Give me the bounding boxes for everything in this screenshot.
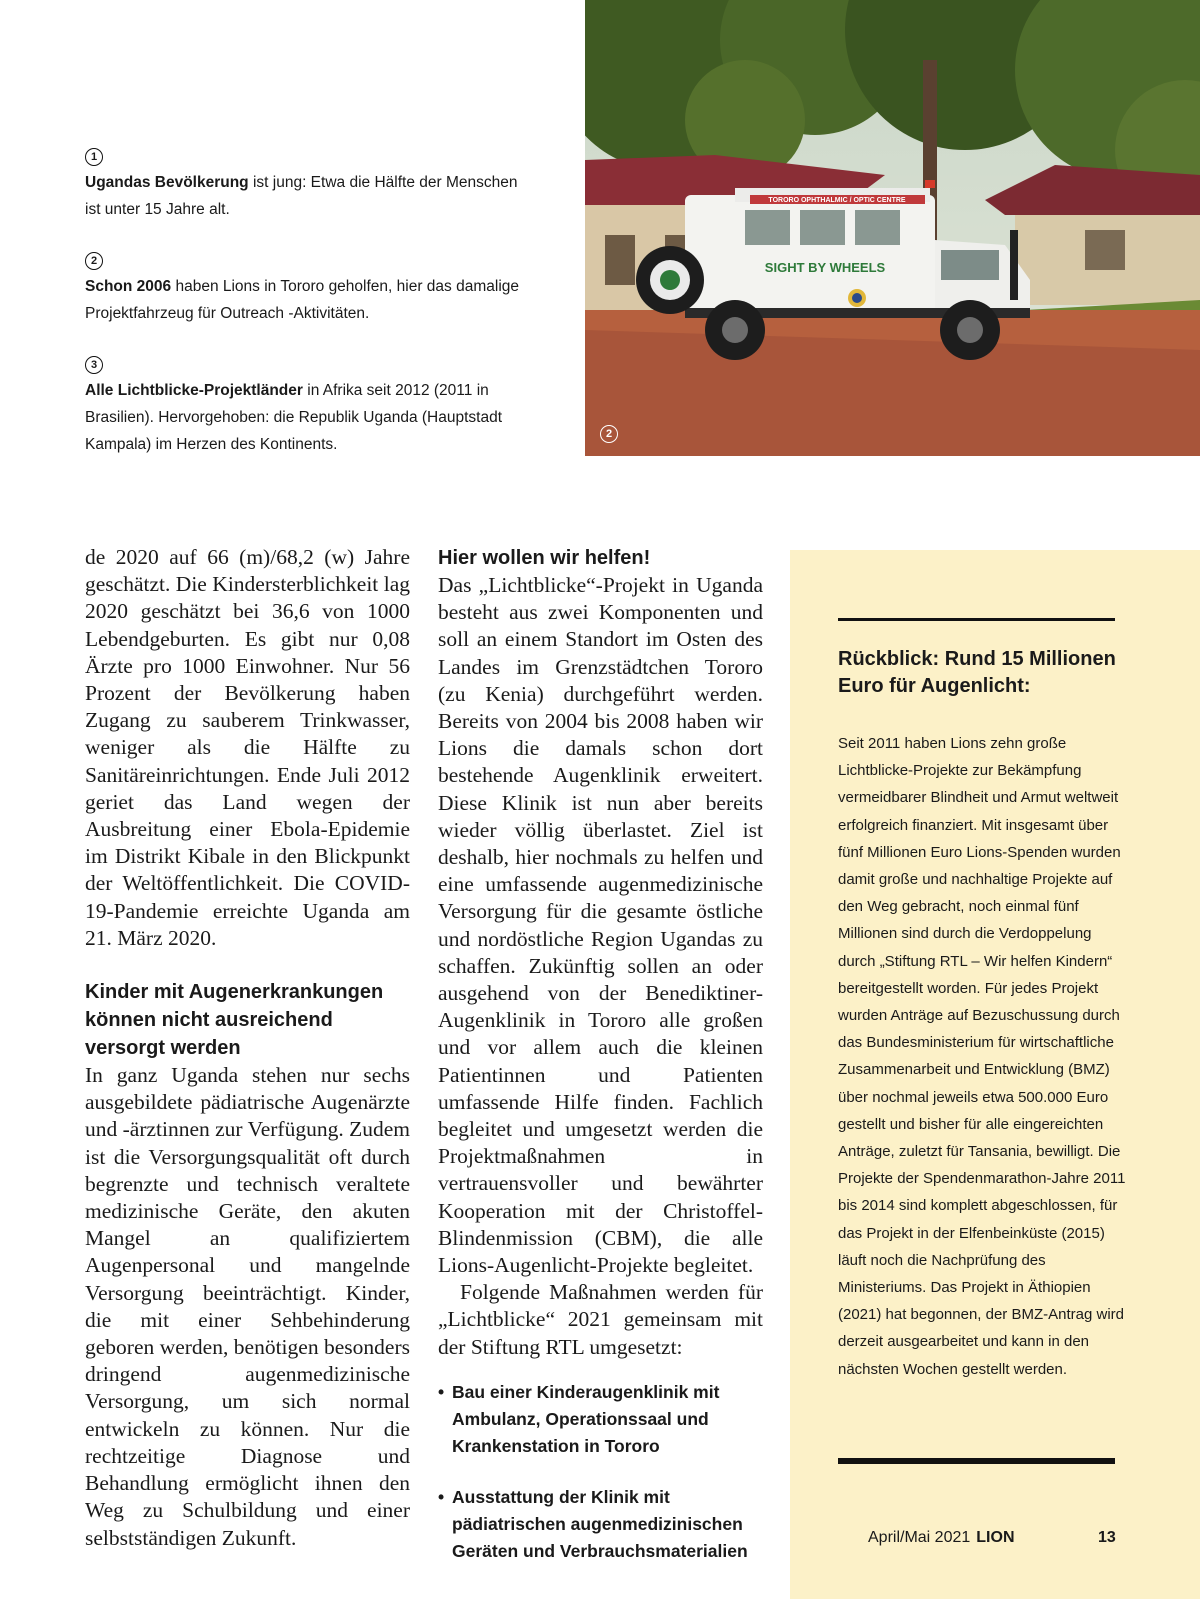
page-number: 13 xyxy=(1098,1529,1116,1546)
caption-bold: Schon 2006 xyxy=(85,278,172,295)
column1-subheading: Kinder mit Augenerkrankungen können nicht ausreichend versorgt werden xyxy=(85,981,384,1060)
sidebar-bottom-rule xyxy=(838,1458,1115,1464)
footer-issue xyxy=(868,1528,1015,1548)
list-item: • Ausstattung der Klinik mit pädiatrischen augenmedizinischen Geräten und Verbrauchsmaterialien xyxy=(438,1484,763,1565)
caption-number: 3 xyxy=(85,356,103,374)
caption-3 xyxy=(85,350,525,458)
caption-1 xyxy=(85,142,525,223)
caption-text: haben Lions in Tororo geholfen, hier das damalige Projektfahrzeug für Outreach -Aktivitäten. xyxy=(85,278,519,322)
photo-illustration xyxy=(585,0,1200,456)
caption-text: in Afrika seit 2012 (2011 in Brasilien). Hervorgehoben: die Republik Uganda (Hauptstadt Kampala) im Herzen des Kontinents. xyxy=(85,382,503,453)
caption-number: 1 xyxy=(85,148,103,166)
photo-number: 2 xyxy=(600,425,618,443)
vehicle-sign: TORORO OPHTHALMIC / OPTIC CENTRE xyxy=(768,197,906,204)
ambulance-photo xyxy=(585,0,1200,456)
column2-paragraph-1: Das „Lichtblicke“-Projekt in Uganda besteht aus zwei Komponenten und soll an einem Standort im Osten des Landes im Grenzstädtchen Tororo (zu Kenia) durchgeführt werden. Bereits von 2004 bis 2008 haben wir Lions die damals schon dort bestehende Augenklinik erweitert. Diese Klinik ist nun aber bereits wieder völlig überlastet. Ziel ist deshalb, hier nochmals zu helfen und eine umfassende augenmedizinische Versorgung für die gesamte östliche und nordöstliche Region Ugandas zu schaffen. Zukünftig sollen an oder ausgehend von der Benediktiner-Augenklinik in Tororo alle großen und vor allem auch die kleinen Patientinnen und Patienten umfassende Hilfe finden. Fachlich begleitet und umgesetzt werden die Projektmaßnahmen in vertrauensvoller und bewährter Kooperation mit der Christoffel-Blindenmission (CBM), die alle Lions-Augenlicht-Projekte begleitet. xyxy=(438,573,763,1278)
column1-paragraph-1: de 2020 auf 66 (m)/68,2 (w) Jahre geschätzt. Die Kindersterblichkeit lag 2020 geschätzt bei 36,6 von 1000 Lebendgeburten. Es gibt nur 0,08 Ärzte pro 1000 Einwohner. Nur 56 Prozent der Bevölkerung haben Zugang zu sauberem Trinkwasser, weniger als die Hälfte zu Sanitäreinrichtungen. Ende Juli 2012 geriet das Land wegen der Ausbreitung einer Ebola-Epidemie im Distrikt Kibale in den Blickpunkt der Weltöffentlichkeit. Die COVID-19-Pandemie erreichte Uganda am 21. März 2020. xyxy=(85,545,410,950)
caption-2 xyxy=(85,246,525,327)
column2-paragraph-2: Folgende Maßnahmen werden für „Lichtblicke“ 2021 gemeinsam mit der Stiftung RTL umgesetzt: xyxy=(438,1280,763,1359)
caption-bold: Ugandas Bevölkerung xyxy=(85,174,249,191)
sidebar-title: Rückblick: Rund 15 Millionen Euro für Augenlicht: xyxy=(838,648,1116,697)
measures-list xyxy=(438,1379,763,1565)
caption-bold: Alle Lichtblicke-Projektländer xyxy=(85,382,303,399)
photo-captions xyxy=(85,142,525,481)
article-column-1 xyxy=(85,544,410,1552)
article-column-2 xyxy=(438,544,763,1589)
column1-paragraph-2: In ganz Uganda stehen nur sechs ausgebildete pädiatrische Augenärzte und -ärztinnen zur Verfügung. Zudem ist die Versorgungsqualität oft durch begrenzte und technisch veraltete medizinische Geräte, den akuten Mangel an qualifiziertem Augenpersonal und mangelnde Versorgung beeinträchtigt. Kinder, die mit einer Sehbehinderung geboren werden, benötigen besonders dringend augenmedizinische Versorgung, um sich normal entwickeln zu können. Nur die rechtzeitige Diagnose und Behandlung ermöglicht ihnen den Weg zu Schulbildung und einer selbstständigen Zukunft. xyxy=(85,1063,410,1550)
column2-subheading: Hier wollen wir helfen! xyxy=(438,547,651,569)
magazine-name: LION xyxy=(976,1529,1015,1546)
caption-text: ist jung: Etwa die Hälfte der Menschen ist unter 15 Jahre alt. xyxy=(85,174,518,218)
sidebar-top-rule xyxy=(838,618,1115,621)
list-item: • Bau einer Kinderaugenklinik mit Ambulanz, Operationssaal und Krankenstation in Tororo xyxy=(438,1379,763,1460)
sidebar-body: Seit 2011 haben Lions zehn große Lichtblicke-Projekte zur Bekämpfung vermeidbarer Blindheit und Armut weltweit erfolgreich finanziert. Mit insgesamt über fünf Millionen Euro Lions-Spenden wurden damit große und nachhaltige Projekte auf den Weg gebracht, noch einmal fünf Millionen sind durch die Verdoppelung durch „Stiftung RTL – Wir helfen Kindern“ bereitgestellt worden. Für jedes Projekt wurden Anträge auf Bezuschussung durch das Bundesministerium für wirtschaftliche Zusammenarbeit und Entwicklung (BMZ) über nochmal jeweils etwa 500.000 Euro gestellt und bisher für alle eingereichten Anträge, zuletzt für Tansania, bewilligt. Die Projekte der Spendenmarathon-Jahre 2011 bis 2014 sind komplett abgeschlossen, für das Projekt in der Elfenbeinküste (2015) läuft noch die Nachprüfung des Ministeriums. Das Projekt in Äthiopien (2021) hat begonnen, der BMZ-Antrag wird derzeit ausgearbeitet und kann in den nächsten Wochen gestellt werden. xyxy=(838,735,1126,1378)
vehicle-text: SIGHT BY WHEELS xyxy=(764,260,886,275)
issue-date: April/Mai 2021 xyxy=(868,1529,971,1546)
review-sidebar xyxy=(790,550,1200,1599)
caption-number: 2 xyxy=(85,252,103,270)
